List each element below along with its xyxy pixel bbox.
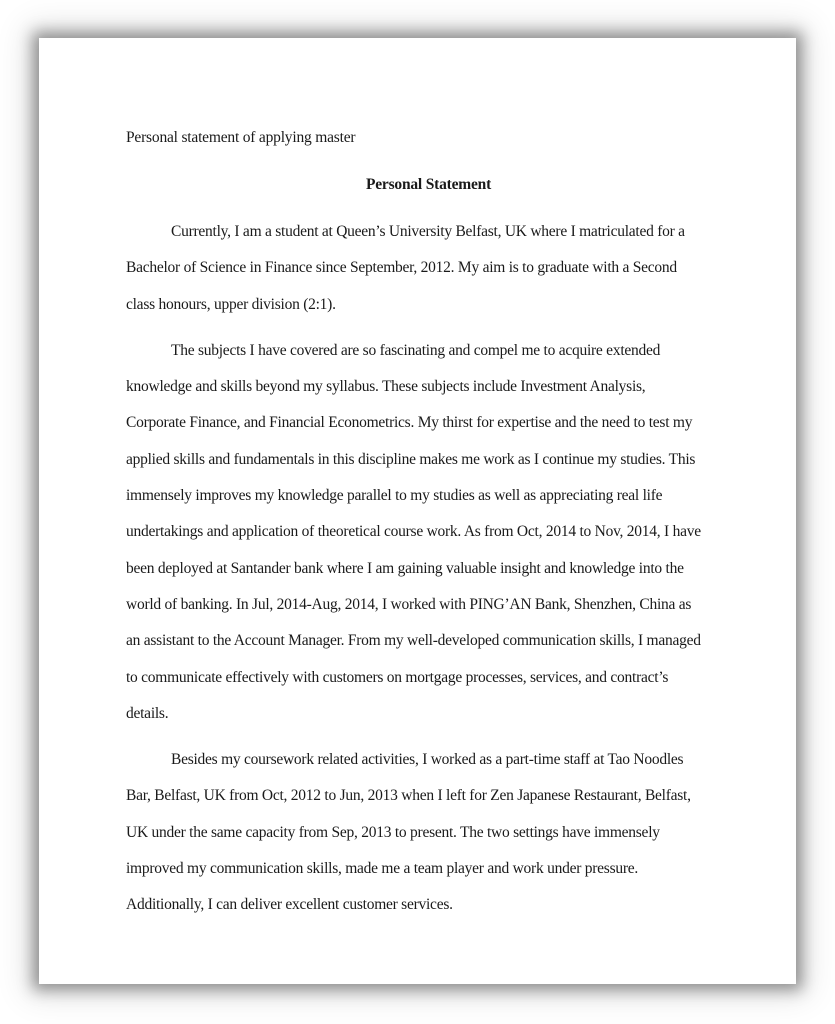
- text-line: been deployed at Santander bank where I am gaining valuable insight and knowledge into the: [126, 559, 684, 577]
- paragraph-gap: [126, 740, 726, 750]
- text-line: UK under the same capacity from Sep, 2013 to present. The two settings have immensely: [126, 823, 660, 841]
- paragraph-gap: [126, 331, 726, 341]
- running-header: Personal statement of applying master: [126, 129, 356, 146]
- text-line: undertakings and application of theoretical course work. As from Oct, 2014 to Nov, 2014, I have: [126, 523, 701, 541]
- document-page: [39, 38, 796, 984]
- text-line: Bar, Belfast, UK from Oct, 2012 to Jun, 2013 when I left for Zen Japanese Restaurant, Belfast,: [126, 787, 691, 805]
- paragraph: [126, 341, 726, 740]
- text-line: improved my communication skills, made me a team player and work under pressure.: [126, 860, 639, 878]
- paragraph: [126, 222, 726, 331]
- text-line: an assistant to the Account Manager. From my well-developed communication skills, I managed: [126, 632, 701, 650]
- text-line: class honours, upper division (2:1).: [126, 295, 336, 313]
- text-line: to communicate effectively with customers on mortgage processes, services, and contract’s: [126, 668, 669, 686]
- text-line: applied skills and fundamentals in this discipline makes me work as I continue my studies. This: [126, 450, 696, 468]
- text-line: Currently, I am a student at Queen’s University Belfast, UK where I matriculated for a: [171, 223, 685, 240]
- document-title: Personal Statement: [365, 176, 492, 193]
- text-line: Corporate Finance, and Financial Econometrics. My thirst for expertise and the need to test my: [126, 414, 693, 432]
- document-body: [126, 222, 726, 932]
- text-line: Besides my coursework related activities, I worked as a part-time staff at Tao Noodles: [171, 751, 684, 769]
- text-line: Bachelor of Science in Finance since September, 2012. My aim is to graduate with a Second: [126, 259, 677, 277]
- text-line: Additionally, I can deliver excellent customer services.: [126, 896, 453, 914]
- text-line: world of banking. In Jul, 2014-Aug, 2014, I worked with PING’AN Bank, Shenzhen, China as: [126, 595, 692, 613]
- text-line: knowledge and skills beyond my syllabus. These subjects include Investment Analysis,: [126, 378, 646, 396]
- text-line: immensely improves my knowledge parallel to my studies as well as appreciating real life: [126, 487, 663, 505]
- text-line: details.: [126, 704, 169, 722]
- paragraph: [126, 750, 726, 931]
- text-line: The subjects I have covered are so fascinating and compel me to acquire extended: [171, 341, 661, 359]
